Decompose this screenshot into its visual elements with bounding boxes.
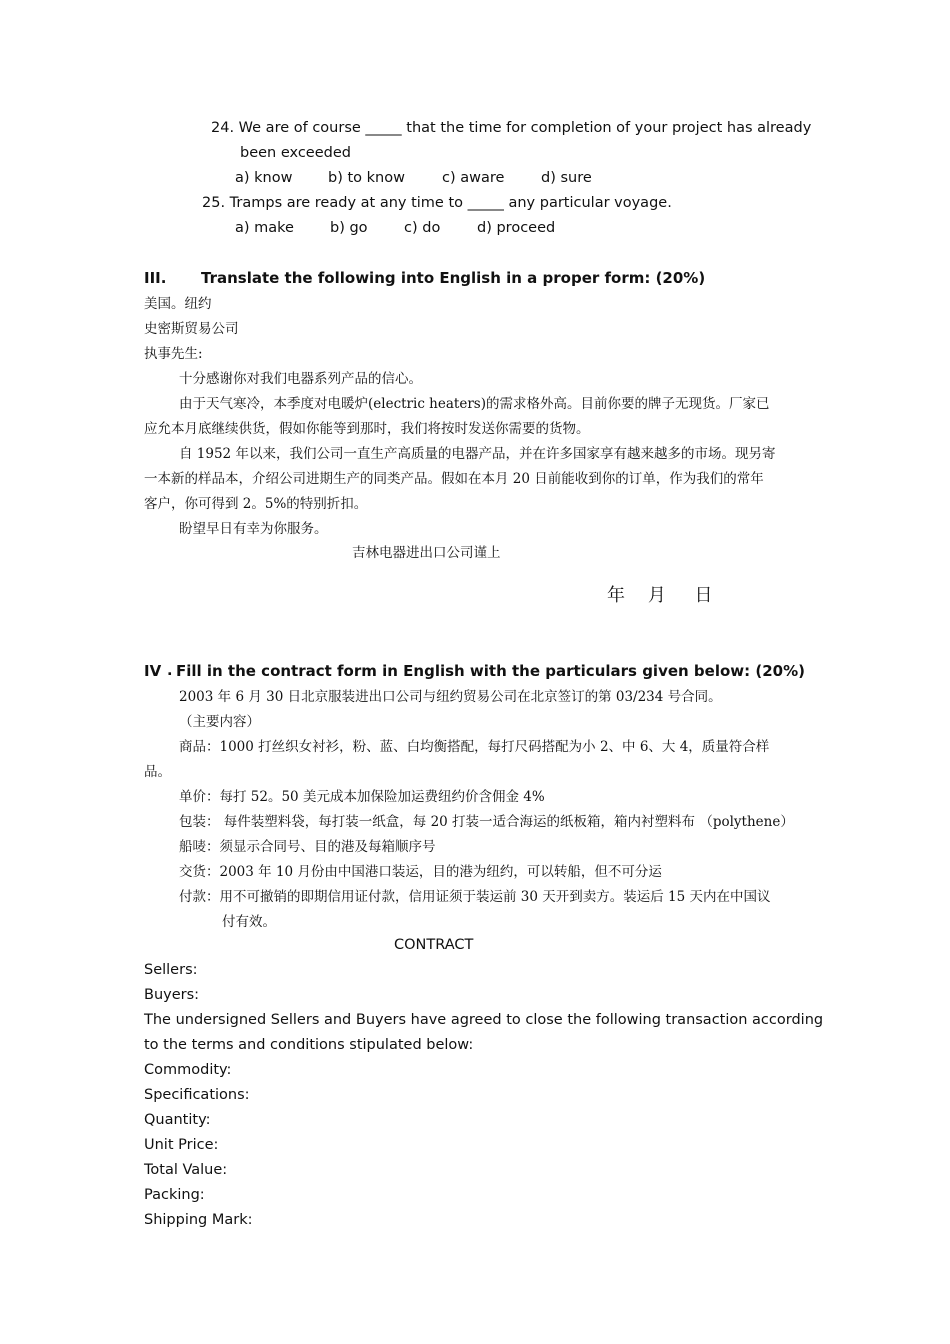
letter-para-2: 由于天气寒冷，本季度对电暖炉(electric heaters)的需求格外高。目前你要的牌子无现货。厂家已 <box>179 396 770 412</box>
letter-para-1: 十分感谢你对我们电器系列产品的信心。 <box>179 371 422 387</box>
section4-heading: Fill in the contract form in English with the particulars given below: (20%) <box>176 662 805 680</box>
letter-para-3-end: 客户，你可得到 2。5%的特别折扣。 <box>144 496 368 512</box>
contract-preamble-cont: to the terms and conditions stipulated below: <box>144 1037 474 1053</box>
particulars-shipping-mark: 船唛：须显示合同号、目的港及每箱顺序号 <box>179 839 436 855</box>
letter-signature: 吉林电器进出口公司谨上 <box>352 545 501 561</box>
q24-option-a: a) know <box>235 170 293 186</box>
q25-stem: 25. Tramps are ready at any time to _____ any particular voyage. <box>202 195 672 211</box>
q24-stem-cont: been exceeded <box>240 145 351 161</box>
contract-unit-price: Unit Price: <box>144 1137 219 1153</box>
letter-address-2: 史密斯贸易公司 <box>144 321 239 337</box>
section3-number: III. <box>144 269 167 287</box>
section4-dot: . <box>167 663 173 679</box>
contract-title: CONTRACT <box>394 937 474 953</box>
contract-total-value: Total Value: <box>144 1162 228 1178</box>
contract-quantity: Quantity: <box>144 1112 211 1128</box>
particulars-commodity-cont: 品。 <box>144 764 171 780</box>
particulars-delivery: 交货：2003 年 10 月份由中国港口装运，目的港为纽约，可以转船，但不可分运 <box>179 864 662 880</box>
contract-packing: Packing: <box>144 1187 205 1203</box>
q24-option-c: c) aware <box>442 170 505 186</box>
particulars-packing: 包装： 每件装塑料袋，每打装一纸盒，每 20 打装一适合海运的纸板箱，箱内衬塑料布 （polythene） <box>179 814 794 830</box>
q24-options <box>235 169 592 187</box>
letter-salutation: 执事先生: <box>144 346 203 362</box>
q25-option-c: c) do <box>404 220 441 236</box>
q24-option-b: b) to know <box>328 170 405 186</box>
letter-closing: 盼望早日有幸为你服务。 <box>179 521 328 537</box>
particulars-commodity: 商品：1000 打丝织女衬衫，粉、蓝、白均衡搭配，每打尺码搭配为小 2、中 6、大 4，质量符合样 <box>179 739 770 755</box>
contract-commodity: Commodity: <box>144 1062 232 1078</box>
particulars-payment-cont: 付有效。 <box>222 914 276 930</box>
letter-date: 年 月 日 <box>607 585 713 606</box>
section4-number: IV <box>144 662 162 680</box>
particulars-intro: 2003 年 6 月 30 日北京服装进出口公司与纽约贸易公司在北京签订的第 03/234 号合同。 <box>179 689 722 705</box>
particulars-payment: 付款：用不可撤销的即期信用证付款，信用证须于装运前 30 天开到卖方。装运后 15 天内在中国议 <box>179 889 771 905</box>
section3-heading: Translate the following into English in a proper form: (20%) <box>201 269 706 287</box>
letter-para-3-cont: 一本新的样品本，介绍公司进期生产的同类产品。假如在本月 20 日前能收到你的订单，作为我们的常年 <box>144 471 764 487</box>
q25-options <box>235 219 555 237</box>
letter-para-3: 自 1952 年以来，我们公司一直生产高质量的电器产品，并在许多国家享有越来越多的市场。现另寄 <box>179 446 776 462</box>
q25-option-d: d) proceed <box>477 220 556 236</box>
letter-address-1: 美国。纽约 <box>144 296 212 312</box>
q24-option-d: d) sure <box>541 170 592 186</box>
contract-preamble: The undersigned Sellers and Buyers have agreed to close the following transaction according <box>144 1012 824 1028</box>
q25-option-b: b) go <box>330 220 368 236</box>
contract-sellers: Sellers: <box>144 962 198 978</box>
letter-para-2-cont: 应允本月底继续供货，假如你能等到那时，我们将按时发送你需要的货物。 <box>144 421 590 437</box>
contract-shipping-mark: Shipping Mark: <box>144 1212 253 1228</box>
q25-option-a: a) make <box>235 220 294 236</box>
particulars-unit-price: 单价：每打 52。50 美元成本加保险加运费纽约价含佣金 4% <box>179 789 545 805</box>
contract-specifications: Specifications: <box>144 1087 250 1103</box>
contract-buyers: Buyers: <box>144 987 200 1003</box>
particulars-note: （主要内容） <box>179 714 260 730</box>
q24-stem: 24. We are of course _____ that the time for completion of your project has already <box>211 120 812 136</box>
